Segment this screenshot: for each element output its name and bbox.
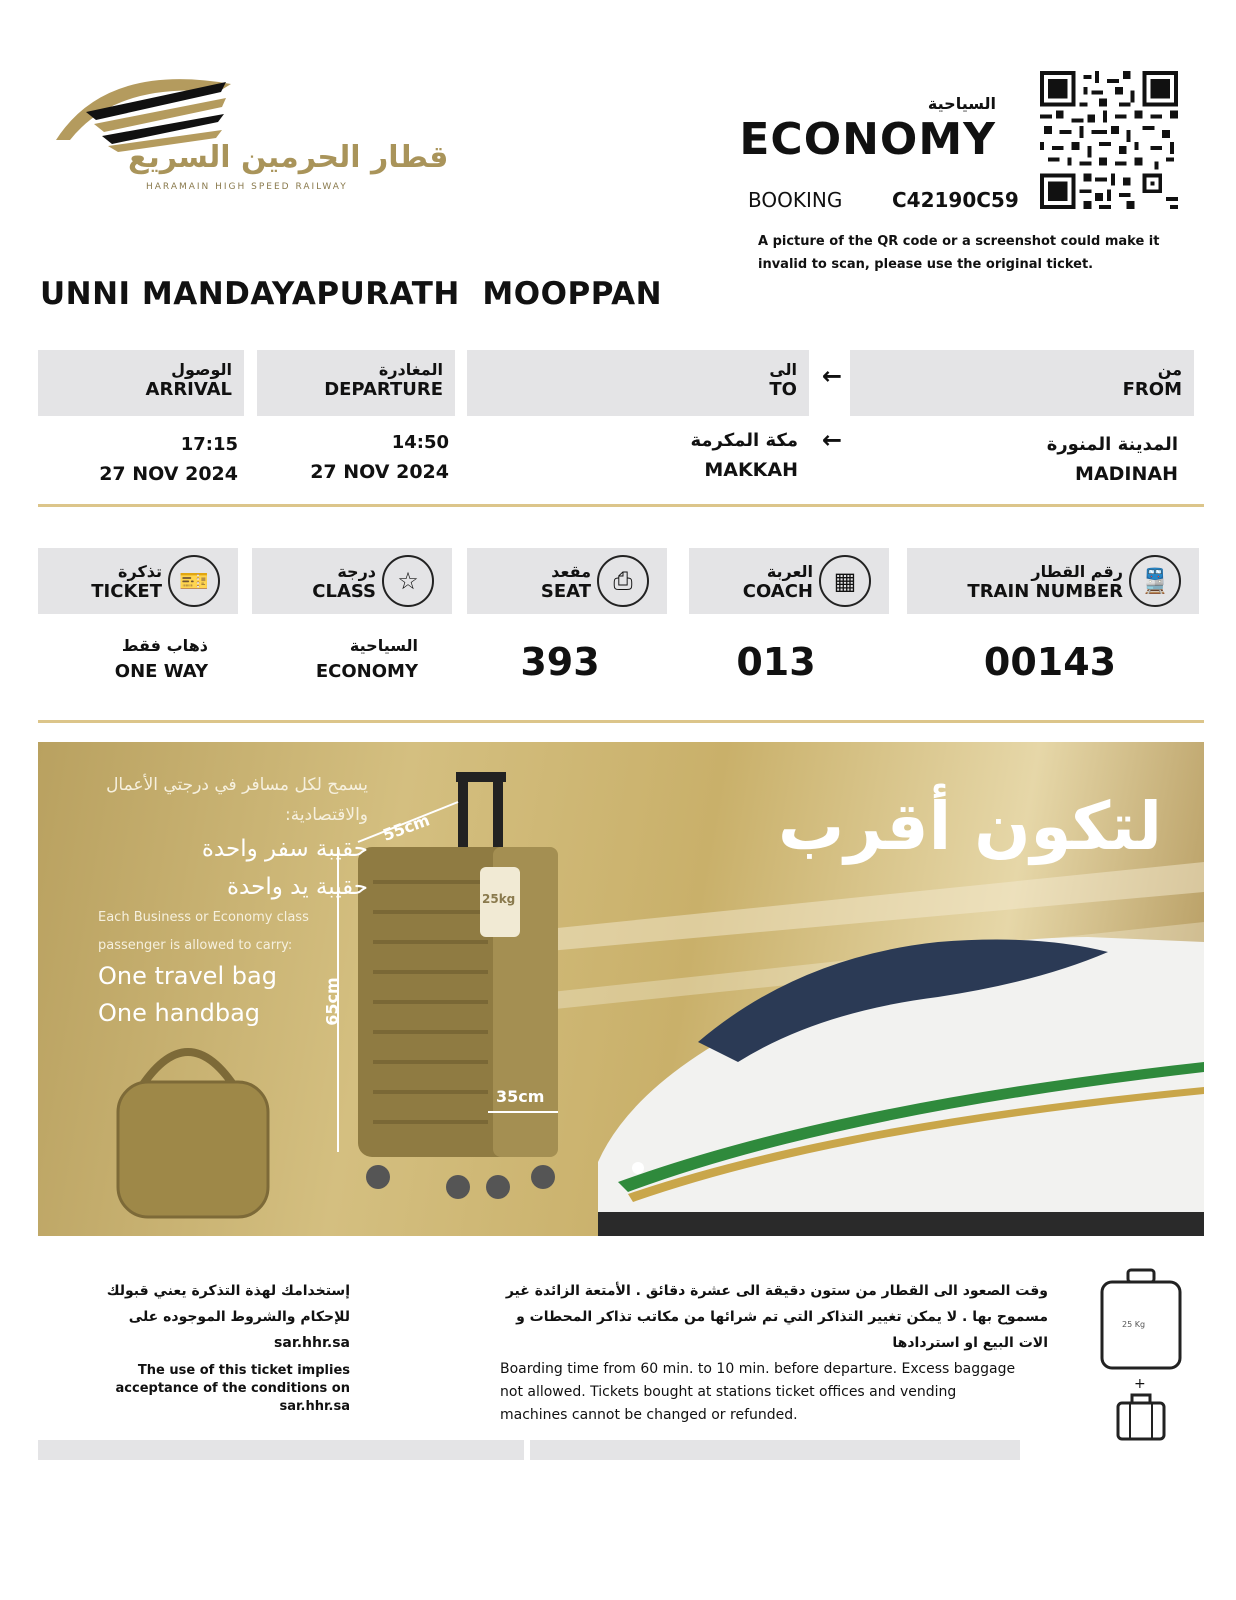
- logo-arabic-text: قطار الحرمين السريع: [128, 140, 449, 175]
- class-value-ar: السياحية: [349, 636, 418, 655]
- baggage-allowance: [1096, 1268, 1186, 1458]
- suitcase-outline-icon: [1096, 1268, 1186, 1458]
- baggage-rule-ar: يسمح لكل مسافر في درجتي الأعمال والاقتصادية:: [106, 775, 368, 825]
- coach-number: 013: [736, 640, 816, 684]
- baggage-banner: [38, 742, 1204, 1236]
- suitcase-icon: [338, 772, 558, 1199]
- boarding-rules-en: Boarding time from 60 min. to 10 min. before departure. Excess baggage not allowed. Tickets bought at stations ticket offices and vending machines cannot be changed or refunded.: [500, 1361, 1016, 1423]
- class-value: [270, 636, 418, 682]
- arrival-value: [60, 434, 238, 485]
- arrival-label-ar: الوصول: [171, 360, 232, 379]
- class-title: ECONOMY: [739, 114, 996, 165]
- seat-label-ar: مقعد: [551, 562, 591, 581]
- to-label-en: TO: [769, 379, 797, 400]
- baggage-item-ar: حقيبة يد واحدة: [227, 874, 368, 900]
- train-number: 00143: [983, 640, 1117, 684]
- booking-code: C42190C59: [892, 188, 1019, 212]
- departure-label-ar: المغادرة: [378, 360, 443, 379]
- baggage-rule-en: Each Business or Economy class passenger is allowed to carry:: [98, 910, 309, 953]
- arrow-left-icon: ←: [822, 426, 843, 454]
- departure-label-en: DEPARTURE: [324, 379, 443, 400]
- to-city-ar: مكة المكرمة: [690, 430, 798, 451]
- suitcase-depth-label: 35cm: [496, 1087, 545, 1106]
- train-number-header: [907, 548, 1199, 614]
- train-number-label-en: TRAIN NUMBER: [967, 581, 1123, 602]
- ticket-label-ar: تذكرة: [118, 562, 162, 581]
- from-city-en: MADINAH: [1075, 463, 1178, 485]
- footer-bar: [530, 1440, 1020, 1460]
- arrival-time: 17:15: [180, 434, 238, 455]
- baggage-item-ar: حقيبة سفر واحدة: [201, 836, 368, 862]
- seat-label-en: SEAT: [540, 581, 591, 602]
- divider: [38, 720, 1204, 723]
- to-label-ar: الى: [769, 360, 797, 379]
- ticket-icon: 🎫: [168, 555, 220, 607]
- ticket-header: [38, 548, 238, 614]
- suitcase-height-label: 65cm: [322, 977, 342, 1026]
- train-icon: 🚆: [1129, 555, 1181, 607]
- from-station: [940, 434, 1178, 485]
- departure-header: [257, 350, 455, 416]
- departure-value: [270, 432, 449, 483]
- suitcase-width-label: 55cm: [380, 810, 433, 845]
- baggage-item-en: One travel bag: [98, 962, 277, 990]
- from-label-ar: من: [1157, 360, 1182, 379]
- to-header: [467, 350, 809, 416]
- class-header: [252, 548, 452, 614]
- seat-header: [467, 548, 667, 614]
- baggage-items-ar: [98, 830, 368, 906]
- seat-number: 393: [520, 640, 600, 684]
- from-label-en: FROM: [1122, 379, 1182, 400]
- class-arabic: السياحية: [927, 94, 996, 113]
- train-number-label-ar: رقم القطار: [1031, 562, 1123, 581]
- boarding-rules-ar: وقت الصعود الى القطار من ستون دقيقة الى عشرة دقائق . الأمتعة الزائدة غير مسموح بها . لا يمكن تغيير التذاكر التي تم شرائها من مكاتب تذاكر المحطات و الات البيع او استردادها: [505, 1283, 1048, 1351]
- luggage-tag-weight: 25kg: [482, 892, 516, 906]
- ticket-value-en: ONE WAY: [114, 661, 208, 682]
- plus-sign: +: [1134, 1376, 1146, 1392]
- ticket-value: [60, 636, 208, 682]
- coach-icon: ▦: [819, 555, 871, 607]
- ticket-value-ar: ذهاب فقط: [121, 636, 208, 655]
- from-header: [850, 350, 1194, 416]
- banner-slogan: لتكون أقرب: [778, 788, 1163, 865]
- to-city-en: MAKKAH: [704, 459, 798, 481]
- arrow-left-icon: ←: [822, 362, 843, 390]
- class-value-en: ECONOMY: [315, 661, 418, 682]
- train-logo-icon: [46, 52, 386, 202]
- coach-label-ar: العربة: [766, 562, 813, 581]
- qr-code-note: A picture of the QR code or a screenshot could make it invalid to scan, please use the original ticket.: [758, 234, 1160, 272]
- coach-label-en: COACH: [742, 581, 813, 602]
- footer-bar: [38, 1440, 524, 1460]
- departure-date: 27 NOV 2024: [310, 461, 449, 483]
- arrival-label-en: ARRIVAL: [145, 379, 232, 400]
- passenger-name: UNNI MANDAYAPURATH MOOPPAN: [40, 276, 663, 312]
- arrival-date: 27 NOV 2024: [99, 463, 238, 485]
- departure-time: 14:50: [391, 432, 449, 453]
- booking-label: BOOKING: [748, 188, 843, 212]
- class-label-ar: درجة: [337, 562, 376, 581]
- seat-icon: ⎙: [597, 555, 649, 607]
- seat-class-icon: ☆: [382, 555, 434, 607]
- coach-header: [689, 548, 889, 614]
- ticket-label-en: TICKET: [91, 581, 162, 602]
- logo-english-text: HARAMAIN HIGH SPEED RAILWAY: [146, 182, 348, 192]
- baggage-item-en: One handbag: [98, 999, 261, 1027]
- arrival-header: [38, 350, 244, 416]
- divider: [38, 504, 1204, 507]
- class-label-en: CLASS: [312, 581, 376, 602]
- qr-code-icon: [1040, 70, 1178, 210]
- from-city-ar: المدينة المنورة: [1046, 434, 1178, 455]
- terms-en: The use of this ticket implies acceptance of the conditions on sar.hhr.sa: [115, 1363, 350, 1414]
- bag-weight-label: 25 Kg: [1122, 1320, 1146, 1329]
- baggage-items-en: [98, 958, 277, 1032]
- to-station: [560, 430, 798, 481]
- handbag-icon: [118, 1052, 268, 1217]
- terms-ar: إستخدامك لهذة التذكرة يعني قبولك للإحكام والشروط الموجوده على sar.hhr.sa: [106, 1283, 350, 1351]
